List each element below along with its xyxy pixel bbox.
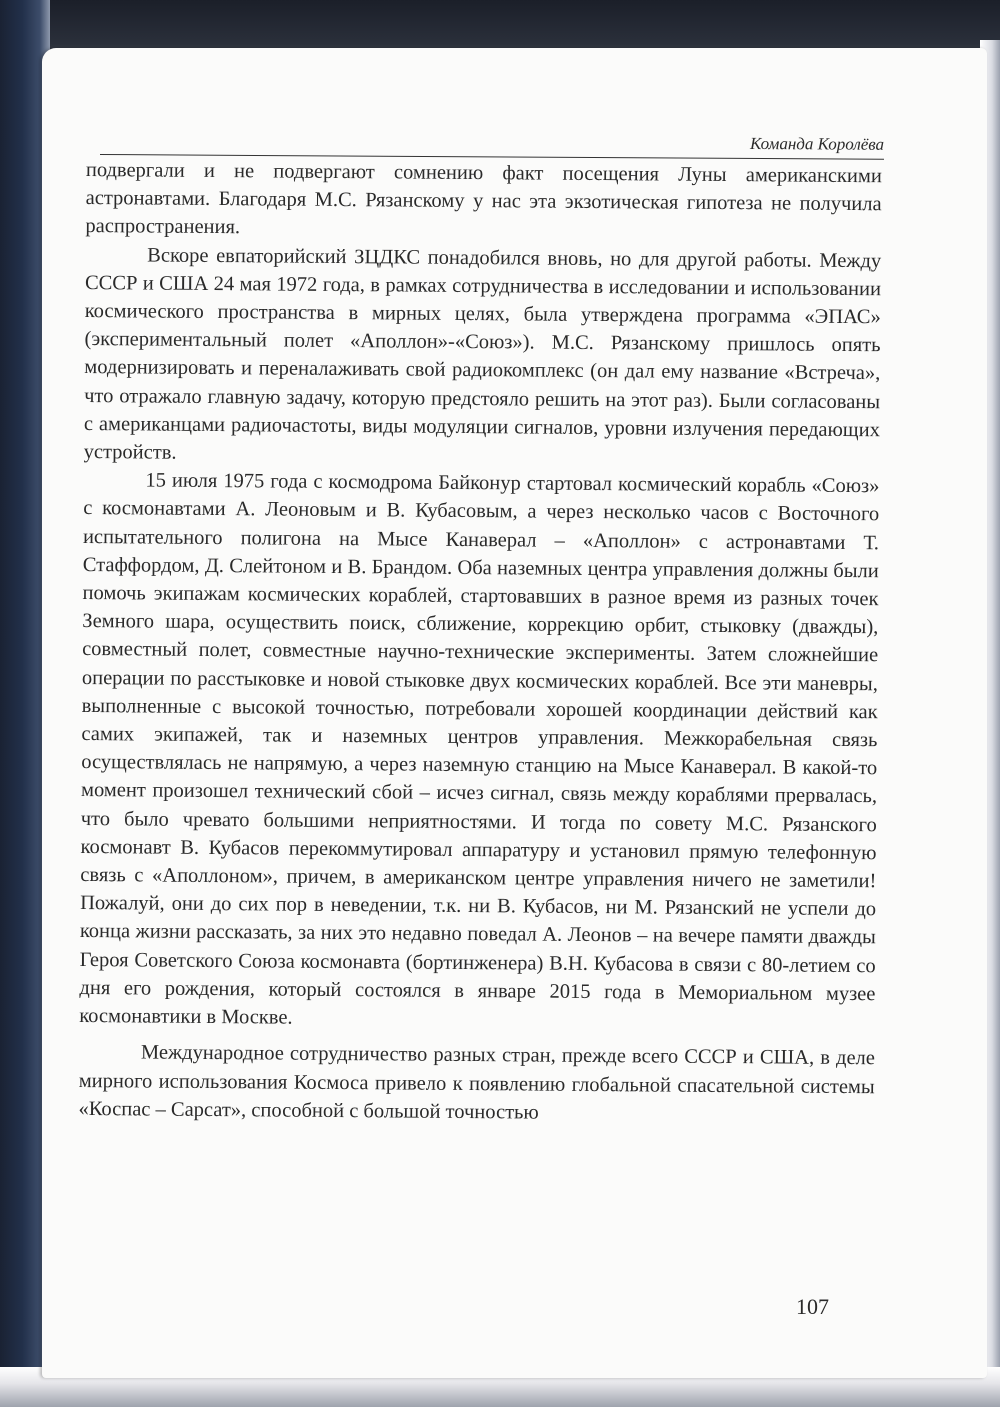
page-number: 107 [796,1294,829,1319]
paragraph-3: 15 июля 1975 года с космодрома Байконур стартовал космический корабль «Союз» с космонавтами А. Леоновым и В. Кубасовым, а через несколько часов с Восточного испытательного полигона на Мысе Канаверал – «Аполлон» с астронавтами Т. Стаффордом, Д. Слейтоном и В. Брандом. Оба наземных центра управления должны были помочь экипажам космических кораблей, стартовавших в разное время из разных точек Земного шара, осуществить поиск, сближение, коррекцию орбит, стыковку (дважды), совместный полет, совместные научно-технические эксперименты. Затем сложнейшие операции по расстыковке и новой стыковке двух космических кораблей. Все эти маневры, выполненные с высокой точностью, потребовали хорошей координации действий как самих экипажей, так и наземных центров управления. Межкорабельная связь осуществлялась не напрямую, а через наземную станцию на Мысе Канаверал. В какой-то момент произошел технический сбой – исчез сигнал, связь между кораблями прервалась, что было чревато большими неприятностями. И тогда по совету М.С. Рязанского космонавт В. Кубасов перекоммутировал аппаратуру и установил прямую телефонную связь с «Аполлоном», причем, в американском центре управления ничего не заметили! Пожалуй, они до сих пор в неведении, т.к. ни В. Кубасов, ни М. Рязанский не успели до конца жизни рассказать, за них это недавно поведал А. Леонов – на вечере памяти дважды Героя Советского Союза космонавта (бортинженера) В.Н. Кубасова в связи с 80-летием со дня его рождения, который состоялся в январе 2015 года в Мемориальном музее космонавтики в Москве. [79,469,880,1029]
paragraph-1: подвергали и не подвергают сомнению факт посещения Луны американскими астронавтами. Благодаря М.С. Рязанскому у нас эта экзотическая гипотеза не получила распространения. [85,158,882,239]
paragraph-4: Международное сотрудничество разных стран, прежде всего СССР и США, в деле мирного использования Космоса привело к появлению глобальной спасательной системы «Коспас – Сарсат», способной с большой точностью [78,1041,876,1124]
running-title: Команда Королёва [749,133,885,154]
running-head [100,126,884,160]
paragraph-2: Вскоре евпаторийский ЗЦДКС понадобился вновь, но для другой работы. Между СССР и США 24 мая 1972 года, в рамках сотрудничества в исследовании и использовании космического пространства в мирных целях, была утверждена программа «ЭПАС» (экспериментальный полет «Аполлон»-«Союз»). М.С. Рязанскому пришлось опять модернизировать и переналаживать свой радиокомплекс (он дал ему название «Встреча», что отражало главную задачу, которую предстояло решить на этот раз). Были согласованы с американцами радиочастоты, виды модуляции сигналов, уровни излучения передающих устройств. [83,244,882,464]
body-text [78,156,882,1129]
